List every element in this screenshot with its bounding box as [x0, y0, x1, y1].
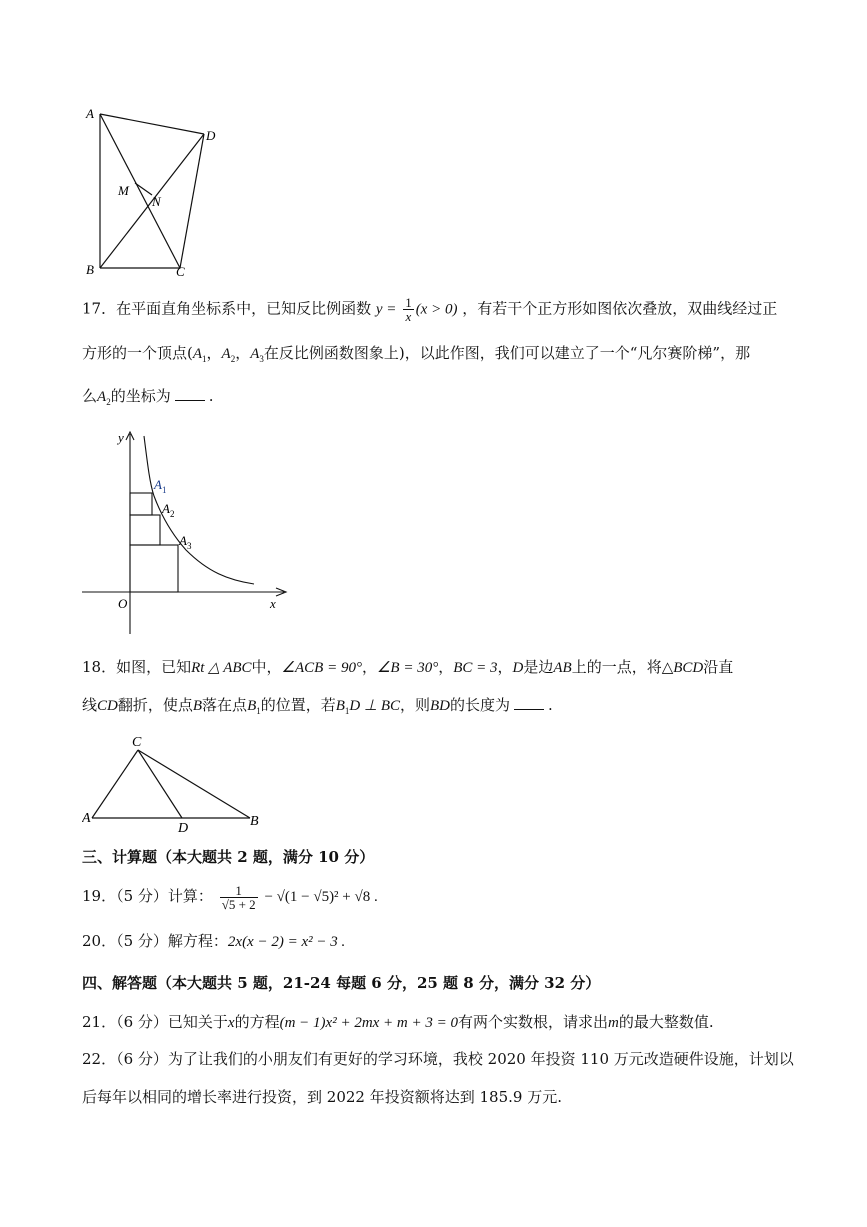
q21-equation: (m − 1)x² + 2mx + m + 3 = 0 — [279, 1015, 459, 1031]
q17-line3: 么$A_2$的坐标为 . — [82, 387, 214, 407]
q17-fraction: $\frac{1}{x}$ — [405, 295, 412, 324]
q20-equation: 2x(x − 2) = x² − 3 . — [227, 934, 346, 950]
label-a1: $A_1$ — [154, 477, 167, 495]
section-4-heading: 四、解答题（本大题共 5 题，21-24 每题 6 分，25 题 8 分，满分 32 分） — [82, 974, 601, 992]
label-m: M — [118, 183, 129, 198]
q19-line: 19．（5 分）计算： $\frac{1}{√5 + 2}$ − √(1 − √5)² + √8 . — [82, 882, 378, 912]
q21-line: 21．（6 分）已知关于x的方程(m − 1)x² + 2mx + m + 3 = 0有两个实数根，请求出m的最大整数值. — [82, 1013, 714, 1031]
label-d: D — [178, 821, 189, 836]
q17-line1 — [82, 296, 787, 323]
q19-expression: − √(1 − √5)² + √8 . — [264, 889, 378, 905]
q18-line2: 线CD翻折，使点B落在点$B_1$的位置，若$B_1D$ ⊥ BC，则BD的长度为 . — [82, 696, 553, 716]
q17-line2: 方形的一个顶点($A_1$，$A_2$，$A_3$在反比例函数图象上)，以此作图，我们可以建立了一个“凡尔赛阶梯”，那 — [82, 344, 751, 364]
q19-fraction: $\frac{1}{√5 + 2}$ — [221, 882, 256, 912]
origin-label: O — [118, 596, 128, 611]
q22-line2: 后每年以相同的增长率进行投资，到 2022 年投资额将达到 185.9 万元. — [82, 1088, 562, 1106]
label-a: A — [82, 811, 91, 826]
quadrilateral-figure — [80, 100, 230, 280]
label-n: N — [152, 194, 161, 209]
label-c: C — [132, 735, 142, 750]
q17-answer-blank — [175, 386, 205, 401]
q17-func-cond: (x > 0) — [415, 301, 458, 318]
q17-text: ，有若干个正方形如图依次叠放，双曲线经过正 — [462, 299, 778, 318]
axis-x-label: x — [270, 596, 276, 611]
label-a2: $A_2$ — [162, 501, 175, 519]
triangle-figure — [82, 730, 272, 838]
q20-line: 20．（5 分）解方程：2x(x − 2) = x² − 3 . — [82, 932, 346, 950]
q17-func-lhs: y = — [375, 301, 397, 318]
axis-y-label: y — [118, 430, 124, 445]
label-d: D — [206, 128, 216, 143]
hyperbola-figure — [78, 428, 298, 640]
label-c: C — [176, 264, 185, 279]
label-a3: $A_3$ — [179, 533, 192, 551]
label-b: B — [250, 814, 259, 829]
q17-text: 17．在平面直角坐标系中，已知反比例函数 — [82, 299, 372, 318]
label-b: B — [86, 262, 94, 277]
label-a: A — [86, 106, 94, 121]
section-3-heading: 三、计算题（本大题共 2 题，满分 10 分） — [82, 848, 375, 866]
q22-line1: 22．（6 分）为了让我们的小朋友们有更好的学习环境，我校 2020 年投资 110 万元改造硬件设施，计划以 — [82, 1050, 794, 1068]
q18-answer-blank — [514, 695, 544, 710]
q18-line1: 18．如图，已知Rt △ ABC中，∠ACB = 90°，∠B = 30°，BC = 3，D是边AB上的一点，将△BCD沿直 — [82, 658, 734, 676]
